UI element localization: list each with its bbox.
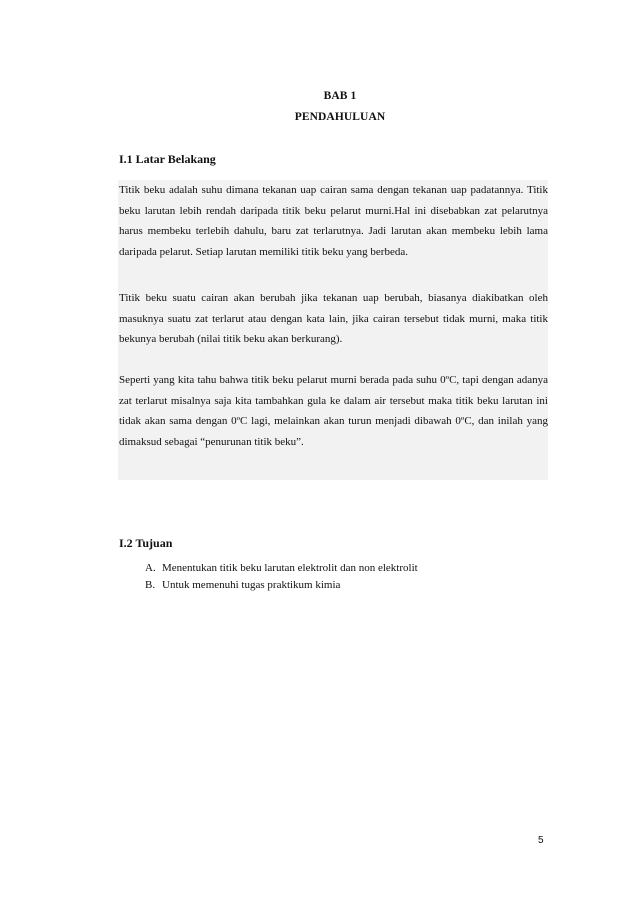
page-number: 5 xyxy=(538,835,544,846)
section-heading-background: I.1 Latar Belakang xyxy=(119,152,216,166)
objectives-list xyxy=(145,560,418,594)
objective-item xyxy=(145,577,418,594)
objective-text: Menentukan titik beku larutan elektrolit dan non elektrolit xyxy=(162,562,418,574)
objective-marker: B. xyxy=(145,579,156,591)
paragraph-freezing-point-depression: Seperti yang kita tahu bahwa titik beku pelarut murni berada pada suhu 0ºC, tapi dengan adanya zat terlarut misalnya saja kita tambahkan gula ke dalam air tersebut maka titik beku larutan ini tidak akan sama dengan 0ºC lagi, melainkan akan turun menjadi dibawah 0ºC, dan inilah yang dimaksud sebagai “penurunan titik beku”. xyxy=(119,374,548,448)
objective-item xyxy=(145,560,418,577)
objective-marker: A. xyxy=(145,562,156,574)
section-heading-objectives: I.2 Tujuan xyxy=(119,536,173,550)
chapter-title: PENDAHULUAN xyxy=(294,111,386,123)
chapter-number: BAB 1 xyxy=(323,90,357,102)
paragraph-freezing-point-change: Titik beku suatu cairan akan berubah jika tekanan uap berubah, biasanya diakibatkan oleh masuknya suatu zat terlarut atau dengan kata lain, jika cairan tersebut tidak murni, maka titik bekunya berubah (nilai titik beku akan berkurang). xyxy=(119,292,548,345)
paragraph-freezing-point-definition: Titik beku adalah suhu dimana tekanan uap cairan sama dengan tekanan uap padatannya. Titik beku larutan lebih rendah daripada titik beku pelarut murni.Hal ini disebabkan zat pelarutnya harus membeku terlebih dahulu, baru zat terlarutnya. Jadi larutan akan membeku lebih lama daripada pelarut. Setiap larutan memiliki titik beku yang berbeda. xyxy=(119,184,548,258)
objective-text: Untuk memenuhi tugas praktikum kimia xyxy=(162,579,341,591)
